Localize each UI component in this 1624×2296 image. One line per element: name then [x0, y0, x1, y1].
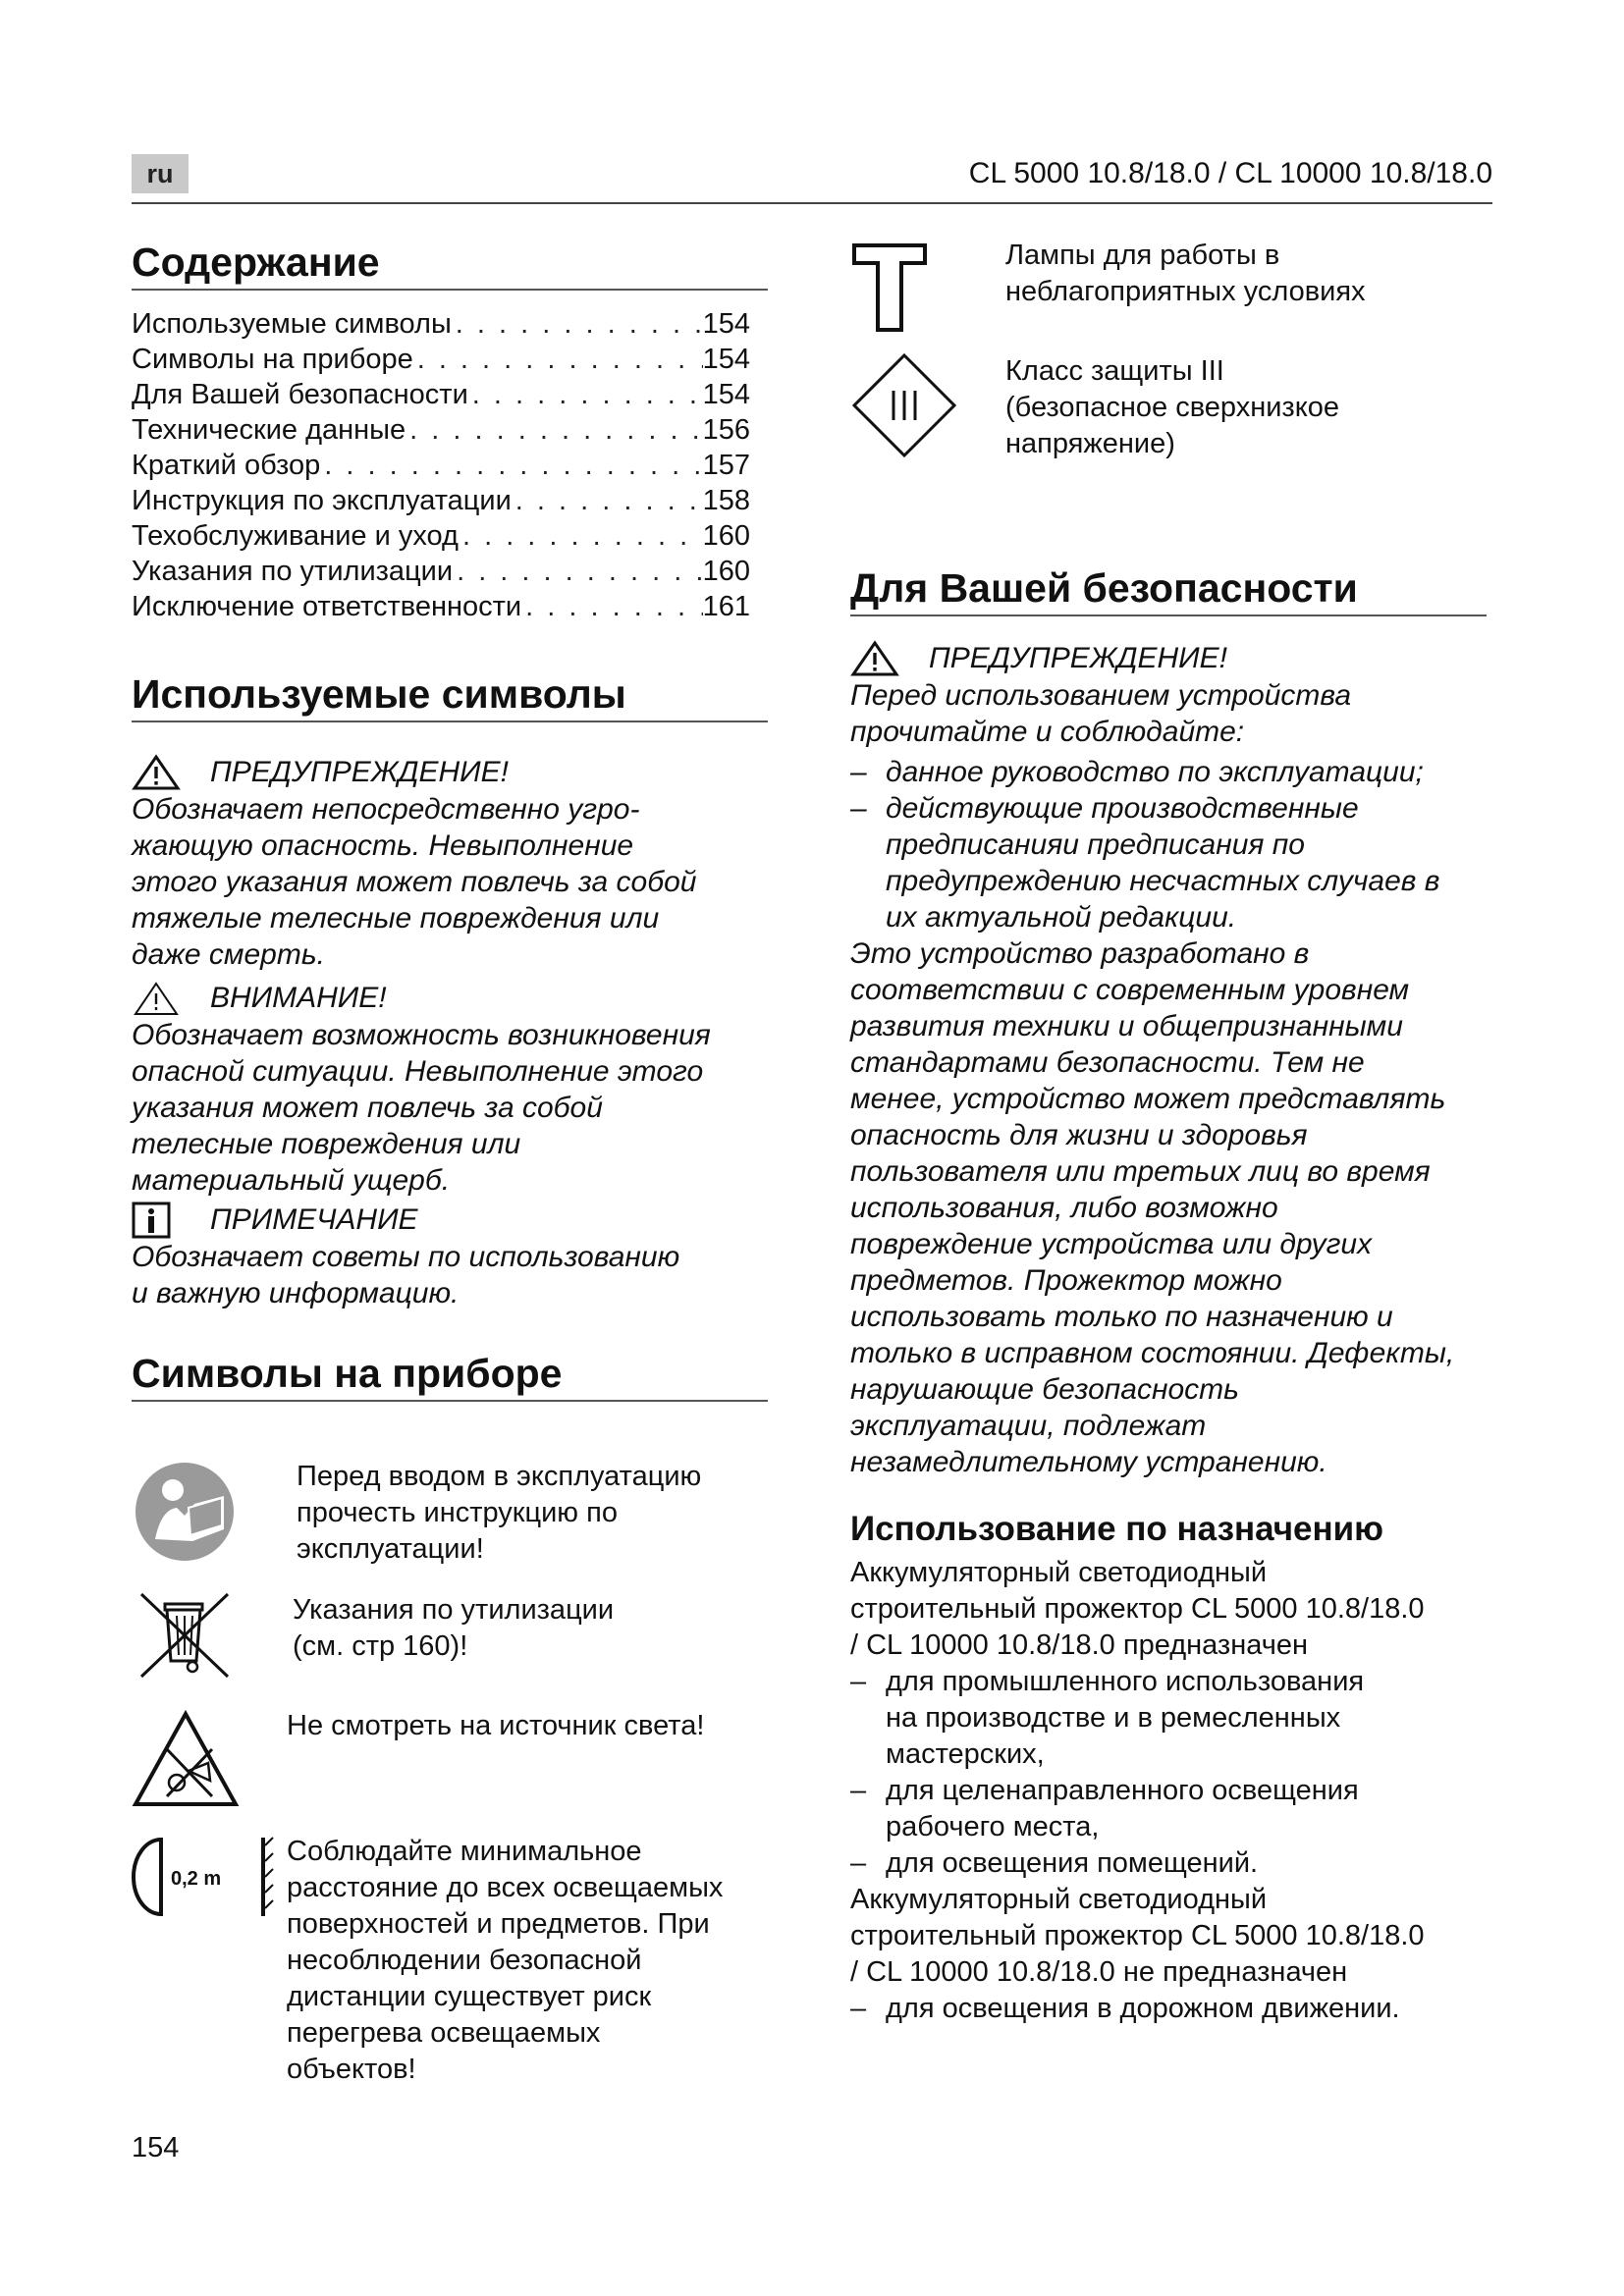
list-dash: –	[850, 1666, 867, 1697]
toc-leader-dots	[468, 377, 703, 412]
intended-use-intro-line: / CL 10000 10.8/18.0 предназначен	[850, 1629, 1308, 1661]
class3-line: напряжение)	[1005, 428, 1175, 459]
toc-row	[132, 342, 750, 377]
toc-label: Для Вашей безопасности	[132, 379, 468, 410]
safety-body-line: только в исправном состоянии. Дефекты,	[850, 1337, 1455, 1369]
list-item-line: на производстве и в ремесленных	[886, 1702, 1341, 1734]
warning-line: этого указания может повлечь за собой	[132, 866, 697, 898]
note-text	[132, 1239, 780, 1311]
safety-warning-heading: ПРЕДУПРЕЖДЕНИЕ!	[929, 642, 1227, 674]
warning-line: Обозначает непосредственно угро-	[132, 793, 640, 826]
list-item-text	[886, 1991, 1400, 2027]
warning-text	[132, 791, 780, 973]
info-icon	[132, 1201, 181, 1239]
list-item-line: рабочего места,	[886, 1811, 1100, 1842]
warning-line: жающую опасность. Невыполнение	[132, 829, 634, 862]
toc-section	[132, 238, 768, 291]
safety-body-line: опасность для жизни и здоровья	[850, 1119, 1308, 1151]
class3-line: (безопасное сверхнизкое	[1005, 392, 1339, 423]
caution-block	[132, 980, 780, 1199]
used-symbols-title: Используемые символы	[132, 671, 626, 717]
crossed-bin-icon	[135, 1590, 234, 1681]
caution-line: материальный ущерб.	[132, 1164, 451, 1197]
toc-row	[132, 448, 750, 483]
no-look-line: Не смотреть на источник света!	[287, 1710, 705, 1741]
device-symbols-title: Символы на приборе	[132, 1351, 563, 1396]
not-intended-list	[850, 1991, 1508, 2027]
list-item-text	[886, 790, 1439, 935]
list-item	[850, 1991, 1508, 2027]
distance-line: расстояние до всех освещаемых	[287, 1872, 724, 1903]
note-line: и важную информацию.	[132, 1277, 460, 1309]
device-symbols-rule	[132, 1400, 768, 1402]
list-item-line: данное руководство по эксплуатации;	[886, 756, 1424, 788]
list-item-line: предписанияи предписания по	[886, 828, 1305, 861]
toc-page-number: 158	[702, 485, 750, 516]
toc-page-number: 160	[702, 520, 750, 552]
toc-page-number: 154	[702, 344, 750, 375]
toc-title-rule	[132, 289, 768, 291]
symbol-distance	[132, 1836, 799, 2088]
list-item-text	[886, 1845, 1258, 1882]
disposal-line: (см. стр 160)!	[293, 1630, 468, 1662]
symbol-class3	[850, 351, 1498, 462]
no-look-light-icon	[132, 1710, 240, 1808]
read-manual-icon	[135, 1461, 244, 1569]
toc-leader-dots	[413, 342, 703, 377]
toc-leader-dots	[452, 306, 703, 342]
toc-leader-dots	[453, 554, 703, 589]
warning-line: тяжелые телесные повреждения или	[132, 902, 660, 934]
toc-page-number: 160	[702, 556, 750, 587]
list-dash: –	[850, 1993, 867, 2024]
note-heading: ПРИМЕЧАНИЕ	[210, 1203, 418, 1236]
list-item-text	[886, 1664, 1364, 1773]
rough-lamps-line: Лампы для работы в	[1005, 240, 1280, 271]
list-item-line: для целенаправленного освещения	[886, 1775, 1359, 1806]
symbol-read-manual	[132, 1461, 780, 1569]
safety-body-line: эксплуатации, подлежат	[850, 1410, 1207, 1442]
list-item-line: предупреждению несчастных случаев в	[886, 865, 1440, 897]
toc-row	[132, 412, 750, 448]
distance-line: дистанции существует риск	[287, 1981, 652, 2012]
safety-body-line: развития техники и общепризнанными	[850, 1010, 1403, 1042]
list-item	[850, 1845, 1508, 1882]
intended-use-intro-line: Аккумуляторный светодиодный	[850, 1557, 1268, 1588]
intended-use-intro	[850, 1555, 1508, 1664]
list-item	[850, 790, 1508, 935]
warning-triangle-icon	[132, 754, 181, 791]
toc-page-number: 156	[702, 414, 750, 446]
distance-line: несоблюдении безопасной	[287, 1945, 642, 1976]
used-symbols-rule	[132, 721, 768, 722]
intended-use-section	[850, 1508, 1508, 2027]
distance-line: Соблюдайте минимальное	[287, 1836, 642, 1867]
safety-body-line: повреждение устройства или других	[850, 1228, 1373, 1260]
used-symbols-section	[132, 669, 768, 722]
safety-warning-triangle-icon	[850, 640, 899, 677]
toc-leader-dots	[459, 518, 703, 554]
not-intended-intro-line: Аккумуляторный светодиодный	[850, 1884, 1268, 1915]
toc-list	[132, 306, 750, 624]
rough-service-lamp-icon	[850, 240, 929, 334]
caution-heading: ВНИМАНИЕ!	[210, 982, 387, 1014]
toc-label: Используемые символы	[132, 308, 452, 340]
list-item-text	[886, 754, 1424, 790]
safety-title: Для Вашей безопасности	[850, 565, 1358, 611]
class3-line: Класс защиты III	[1005, 355, 1224, 387]
safety-warning-block	[850, 640, 1508, 1480]
header-divider	[132, 202, 1492, 204]
list-dash: –	[850, 1847, 867, 1879]
safety-body-line: пользователя или третьих лиц во время	[850, 1155, 1431, 1188]
list-item-text	[886, 1773, 1359, 1845]
distance-line: поверхностей и предметов. При	[287, 1908, 710, 1940]
toc-page-number: 154	[702, 379, 750, 410]
list-item	[850, 1773, 1508, 1845]
toc-row	[132, 589, 750, 624]
toc-label: Техобслуживание и уход	[132, 520, 459, 552]
symbol-rough-lamps	[850, 240, 1498, 334]
not-intended-intro-line: / CL 10000 10.8/18.0 не предназначен	[850, 1956, 1348, 1988]
list-item	[850, 754, 1508, 790]
toc-leader-dots	[521, 589, 702, 624]
intended-use-intro-line: строительный прожектор CL 5000 10.8/18.0	[850, 1593, 1425, 1625]
toc-page-number: 157	[702, 450, 750, 481]
list-item-line: действующие производственные	[886, 792, 1359, 825]
safety-body-line: менее, устройство может представлять	[850, 1083, 1446, 1115]
toc-leader-dots	[406, 412, 702, 448]
safety-section	[850, 563, 1487, 616]
list-dash: –	[850, 1775, 867, 1806]
list-item-line: для освещения помещений.	[886, 1847, 1259, 1879]
page-number: 154	[132, 2132, 180, 2163]
caution-triangle-icon	[132, 980, 181, 1017]
toc-title: Содержание	[132, 240, 380, 285]
caution-line: Обозначает возможность возникновения	[132, 1019, 711, 1051]
toc-leader-dots	[512, 483, 703, 518]
min-distance-icon	[132, 1836, 275, 1918]
toc-label: Символы на приборе	[132, 344, 413, 375]
read-manual-line: Перед вводом в эксплуатацию	[297, 1461, 702, 1492]
safety-body-line: стандартами безопасности. Тем не	[850, 1046, 1365, 1079]
list-item-line: мастерских,	[886, 1738, 1045, 1770]
caution-line: телесные повреждения или	[132, 1128, 521, 1160]
disposal-text	[293, 1592, 614, 1665]
distance-line: перегрева освещаемых	[287, 2017, 601, 2049]
toc-row	[132, 306, 750, 342]
intended-use-list	[850, 1664, 1508, 1882]
toc-row	[132, 483, 750, 518]
distance-text	[287, 1834, 723, 2088]
caution-line: указания может повлечь за собой	[132, 1092, 603, 1124]
note-block	[132, 1201, 780, 1311]
toc-label: Краткий обзор	[132, 450, 321, 481]
not-intended-intro-line: строительный прожектор CL 5000 10.8/18.0	[850, 1920, 1425, 1951]
toc-label: Инструкция по эксплуатации	[132, 485, 512, 516]
note-line: Обозначает советы по использованию	[132, 1241, 680, 1273]
warning-heading: ПРЕДУПРЕЖДЕНИЕ!	[210, 756, 509, 788]
language-badge: ru	[132, 154, 189, 193]
safety-intro-line: Перед использованием устройства	[850, 679, 1352, 712]
intended-use-title: Использование по назначению	[850, 1510, 1384, 1548]
caution-text	[132, 1017, 780, 1199]
safety-body-line: использования, либо возможно	[850, 1192, 1278, 1224]
read-manual-line: эксплуатации!	[297, 1533, 484, 1565]
list-item	[850, 1664, 1508, 1773]
symbol-no-look	[132, 1710, 799, 1808]
disposal-line: Указания по утилизации	[293, 1594, 615, 1626]
min-distance-label: 0,2 m	[171, 1868, 222, 1890]
rough-lamps-line: неблагоприятных условиях	[1005, 276, 1366, 307]
rough-lamps-text	[1005, 238, 1366, 310]
safety-body-line: соответствии с современным уровнем	[850, 974, 1410, 1006]
safety-intro	[850, 677, 1508, 750]
safety-body-line: Это устройство разработано в	[850, 937, 1310, 970]
protection-class-3-icon	[850, 351, 958, 459]
safety-body	[850, 935, 1508, 1480]
read-manual-line: прочесть инструкцию по	[297, 1497, 618, 1528]
distance-line: объектов!	[287, 2054, 416, 2085]
class3-text	[1005, 353, 1339, 462]
toc-page-number: 154	[702, 308, 750, 340]
list-dash: –	[850, 792, 867, 825]
toc-label: Технические данные	[132, 414, 406, 446]
caution-line: опасной ситуации. Невыполнение этого	[132, 1055, 704, 1088]
toc-label: Исключение ответственности	[132, 591, 522, 622]
safety-list	[850, 754, 1508, 935]
safety-body-line: незамедлительному устранению.	[850, 1446, 1327, 1478]
safety-rule	[850, 614, 1487, 616]
safety-body-line: нарушающие безопасность	[850, 1373, 1239, 1406]
not-intended-intro	[850, 1882, 1508, 1991]
device-symbols-section	[132, 1349, 768, 1402]
toc-row	[132, 554, 750, 589]
safety-intro-line: прочитайте и соблюдайте:	[850, 716, 1245, 748]
list-dash: –	[850, 756, 867, 788]
list-item-line: для освещения в дорожном движении.	[886, 1993, 1400, 2024]
list-item-line: их актуальной редакции.	[886, 901, 1237, 934]
no-look-text	[287, 1708, 704, 1744]
toc-leader-dots	[320, 448, 702, 483]
safety-body-line: использовать только по назначению и	[850, 1301, 1393, 1333]
safety-body-line: предметов. Прожектор можно	[850, 1264, 1282, 1297]
list-item-line: для промышленного использования	[886, 1666, 1365, 1697]
warning-line: даже смерть.	[132, 938, 325, 971]
read-manual-text	[297, 1459, 701, 1568]
toc-row	[132, 518, 750, 554]
toc-page-number: 161	[702, 591, 750, 622]
toc-label: Указания по утилизации	[132, 556, 454, 587]
model-title: CL 5000 10.8/18.0 / CL 10000 10.8/18.0	[968, 157, 1492, 189]
warning-block	[132, 754, 780, 973]
symbol-disposal	[132, 1590, 780, 1681]
toc-row	[132, 377, 750, 412]
